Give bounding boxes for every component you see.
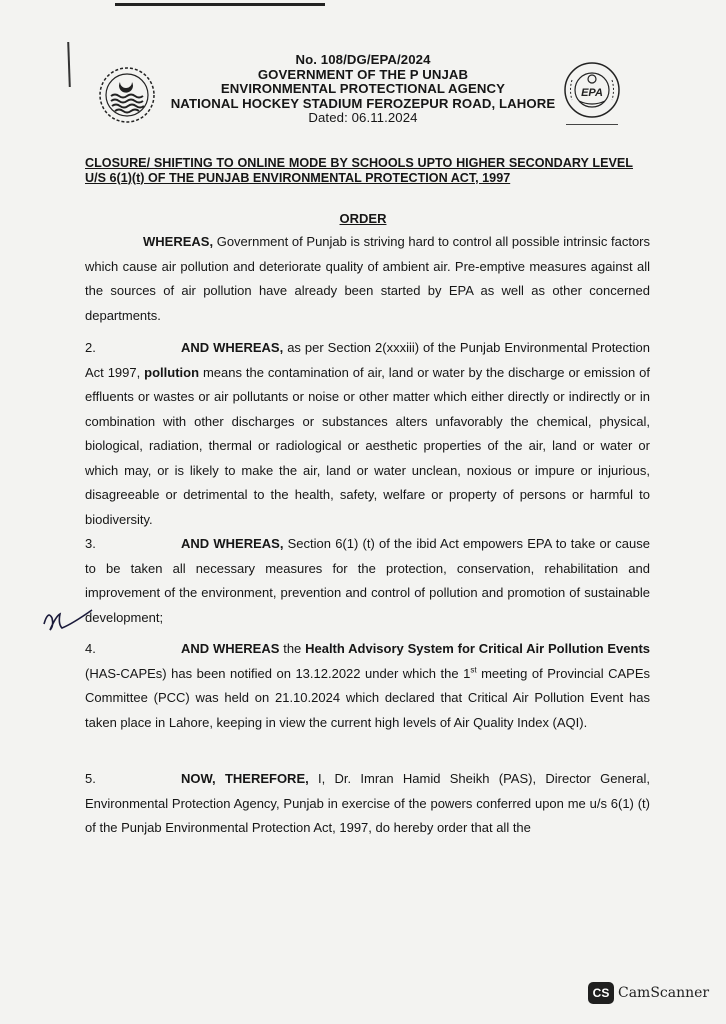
paragraph-5 (85, 767, 650, 841)
paragraph-4-text-c: meeting of Provincial CAPEs Committee (PCC) was held on 21.10.2024 which declared that Critical Air Pollution Event has taken place in Lahore, keeping in view the current high levels of Air Quality Index (AQI). (85, 665, 650, 730)
paragraph-4 (85, 637, 650, 735)
advisory-system-name: Health Advisory System for Critical Air Pollution Events (305, 641, 651, 656)
paragraph-1-lead: WHEREAS, (143, 234, 214, 249)
pollution-term: pollution (144, 364, 200, 380)
document-date: Dated: 06.11.2024 (308, 110, 418, 126)
government-name: GOVERNMENT OF THE P UNJAB (257, 66, 469, 82)
document-number: No. 108/DG/EPA/2024 (295, 52, 431, 67)
paragraph-5-number: 5. (85, 771, 96, 786)
paragraph-3-text: Section 6(1) (t) of the ibid Act empowers EPA to take or cause to be taken all necessary measures for the protection, conservation, rehabilitation and improvement of the environment, prevention and control of pollution and promotion of sustainable development; (85, 536, 650, 625)
paragraph-3-lead: AND WHEREAS, (181, 536, 284, 551)
paragraph-4-text-b: (HAS-CAPEs) has been notified on 13.12.2022 under which the 1 (85, 665, 471, 681)
paragraph-5-lead: NOW, THEREFORE, (181, 771, 309, 786)
paragraph-3 (85, 532, 650, 630)
paragraph-4-number: 4. (85, 641, 96, 656)
paragraph-4-text-a: the (279, 641, 306, 656)
paragraph-2-text-a: as per Section 2(xxxiii) of the Punjab Environmental Protection Act 1997, (85, 340, 650, 380)
paragraph-2 (85, 336, 650, 532)
paragraph-2-text-b: means the contamination of air, land or water by the discharge or emission of effluents or wastes or air pollutants or noise or other matter which either directly or indirectly or in combination with other discharges or substances alters unfavorably the chemical, physical, biological, radiation, thermal or radiological or aesthetic properties of the air, land or water or which may, or is likely to make the air, land or water unclean, noxious or impure or injurious, disagreeable or detrimental to the health, safety, welfare or property of persons or harmful to biodiversity. (85, 364, 650, 527)
ordinal-suffix: st (470, 665, 477, 675)
camscanner-watermark: CamScanner (618, 985, 710, 1001)
paragraph-5-text: I, Dr. Imran Hamid Sheikh (PAS), Director General, Environmental Protection Agency, Punjab in exercise of the powers conferred upon me u/s 6(1) (t) of the Punjab Environmental Protection Act, 1997, do hereby order that all the (85, 771, 650, 835)
paragraph-3-number: 3. (85, 536, 96, 551)
letterhead (0, 53, 726, 126)
camscanner-logo-icon: CS (588, 982, 614, 1004)
paragraph-1 (85, 230, 650, 328)
agency-address: NATIONAL HOCKEY STADIUM FEROZEPUR ROAD, LAHORE (170, 95, 556, 111)
epa-logo-text: EPA (581, 87, 603, 99)
paragraph-2-lead: AND WHEREAS, (181, 340, 284, 355)
paragraph-1-text: Government of Punjab is striving hard to control all possible intrinsic factors which cause air pollution and deteriorate quality of ambient air. Pre-emptive measures against all the sources of air pollution have already been started by EPA as well as other concerned departments. (85, 234, 650, 323)
handwritten-initials (38, 598, 98, 638)
scan-edge-mark (115, 3, 325, 6)
paragraph-4-lead: AND WHEREAS (181, 641, 280, 656)
subject-heading: CLOSURE/ SHIFTING TO ONLINE MODE BY SCHOOLS UPTO HIGHER SECONDARY LEVEL U/S 6(1)(t) OF THE PUNJAB ENVIRONMENTAL PROTECTION ACT, 1997 (85, 156, 633, 185)
order-title: ORDER (339, 211, 387, 226)
paragraph-2-number: 2. (85, 340, 96, 355)
agency-name: ENVIRONMENTAL PROTECTIONAL AGENCY (220, 81, 506, 97)
